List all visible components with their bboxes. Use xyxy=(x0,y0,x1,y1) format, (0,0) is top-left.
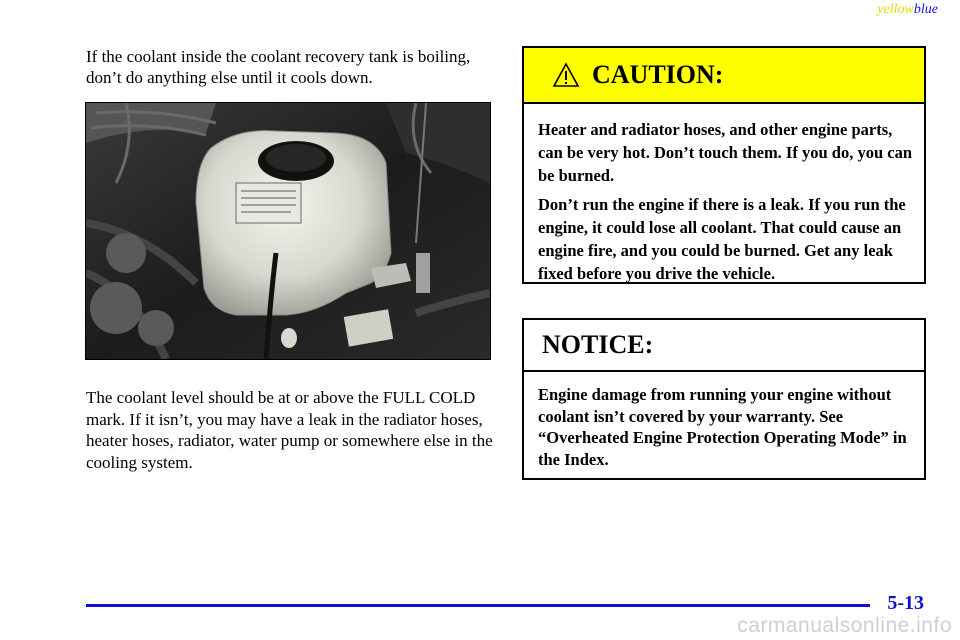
coolant-tank-photo xyxy=(85,102,491,360)
caution-body xyxy=(524,104,924,285)
footer-rule xyxy=(86,604,870,607)
notice-title: NOTICE: xyxy=(542,330,654,359)
caution-title: CAUTION: xyxy=(592,60,724,89)
notice-box xyxy=(522,318,926,480)
header-color-tag xyxy=(877,2,938,18)
notice-paragraph: Engine damage from running your engine without coolant isn’t covered by your warranty. See “Overheated Engine Protection Operating Mode” in the Index. xyxy=(538,385,907,469)
caution-paragraph: Heater and radiator hoses, and other engine parts, can be very hot. Don’t touch them. If you do, you can be burned. xyxy=(538,120,913,185)
caution-paragraph: Don’t run the engine if there is a leak. If you run the engine, it could lose all coolant. That could cause an engine fire, and you could be burned. Get any leak fixed before you drive the vehicle. xyxy=(538,195,906,283)
warning-triangle-icon xyxy=(552,62,580,88)
caution-header xyxy=(524,48,924,104)
watermark: carmanualsonline.info xyxy=(737,614,952,637)
page-number: 5-13 xyxy=(887,592,924,614)
notice-header xyxy=(524,320,924,372)
notice-body xyxy=(524,372,924,470)
header-tag-yellow: yellow xyxy=(877,2,914,17)
header-tag-blue: blue xyxy=(913,2,938,17)
caution-box xyxy=(522,46,926,284)
coolant-level-paragraph: The coolant level should be at or above the FULL COLD mark. If it isn’t, you may have a leak in the radiator hoses, heater hoses, radiator, water pump or somewhere else in the cooling system. xyxy=(86,388,493,472)
intro-paragraph: If the coolant inside the coolant recovery tank is boiling, don’t do anything else until it cools down. xyxy=(86,47,471,87)
